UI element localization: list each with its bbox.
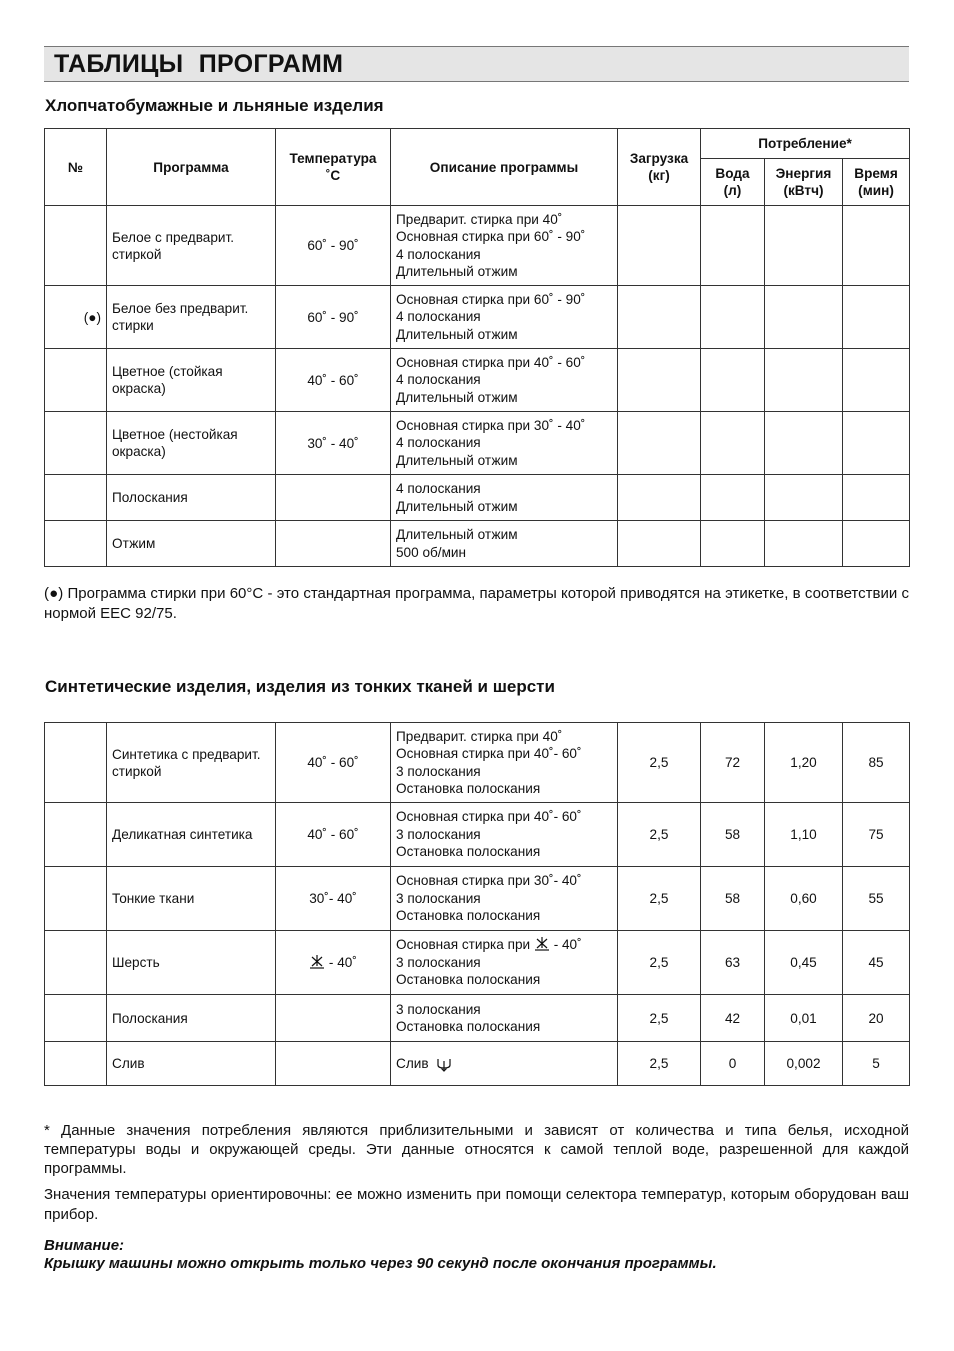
row-water: 0 xyxy=(701,1042,765,1086)
table-row xyxy=(45,286,910,349)
row-energy xyxy=(765,412,843,475)
row-program-name: Деликатная синтетика xyxy=(107,803,276,867)
row-time xyxy=(843,286,910,349)
row-load: 2,5 xyxy=(618,931,701,995)
row-energy xyxy=(765,521,843,567)
row-num: (●) xyxy=(45,286,107,349)
row-time: 20 xyxy=(843,995,910,1042)
row-program-name: Синтетика с предварит. стиркой xyxy=(107,723,276,803)
row-num xyxy=(45,521,107,567)
row-time xyxy=(843,412,910,475)
row-energy xyxy=(765,286,843,349)
table-row xyxy=(45,931,910,995)
row-water: 42 xyxy=(701,995,765,1042)
row-temperature xyxy=(276,995,391,1042)
row-load: 2,5 xyxy=(618,995,701,1042)
row-description: Предварит. стирка при 40˚ Основная стирка при 40˚- 60˚ 3 полоскания Остановка полоскания xyxy=(391,723,618,803)
row-time: 45 xyxy=(843,931,910,995)
table-row xyxy=(45,803,910,867)
row-time xyxy=(843,475,910,521)
table-row xyxy=(45,475,910,521)
row-time: 75 xyxy=(843,803,910,867)
row-description: Основная стирка при 60˚ - 90˚ 4 полоскания Длительный отжим xyxy=(391,286,618,349)
synthetic-program-table xyxy=(44,722,910,1086)
row-time xyxy=(843,349,910,412)
row-temperature: 30˚- 40˚ xyxy=(276,867,391,931)
row-water xyxy=(701,349,765,412)
row-water: 72 xyxy=(701,723,765,803)
row-energy: 1,10 xyxy=(765,803,843,867)
row-description: Основная стирка при - 40˚ 3 полоскания Остановка полоскания xyxy=(391,931,618,995)
header-num: № xyxy=(45,129,107,206)
row-temperature xyxy=(276,521,391,567)
table-row xyxy=(45,349,910,412)
row-energy xyxy=(765,475,843,521)
row-load xyxy=(618,412,701,475)
row-load: 2,5 xyxy=(618,723,701,803)
row-temperature xyxy=(276,1042,391,1086)
header-temperature: Температура ˚C xyxy=(276,129,391,206)
warning-text: Крышку машины можно открыть только через 90 секунд после окончания программы. xyxy=(44,1255,717,1272)
row-program-name: Отжим xyxy=(107,521,276,567)
row-num xyxy=(45,723,107,803)
row-description: Слив xyxy=(391,1042,618,1086)
row-time: 5 xyxy=(843,1042,910,1086)
row-description: Предварит. стирка при 40˚ Основная стирка при 60˚ - 90˚ 4 полоскания Длительный отжим xyxy=(391,206,618,286)
cotton-section-title: Хлопчатобумажные и льняные изделия xyxy=(45,96,384,115)
row-num xyxy=(45,412,107,475)
row-temperature: 60˚ - 90˚ xyxy=(276,286,391,349)
header-time: Время (мин) xyxy=(843,159,910,206)
row-num xyxy=(45,475,107,521)
row-program-name: Цветное (стойкая окраска) xyxy=(107,349,276,412)
cold-wash-icon xyxy=(534,937,550,951)
row-energy: 0,01 xyxy=(765,995,843,1042)
row-load xyxy=(618,349,701,412)
row-program-name: Белое с предварит. стиркой xyxy=(107,206,276,286)
row-water xyxy=(701,521,765,567)
row-energy: 0,45 xyxy=(765,931,843,995)
header-description: Описание программы xyxy=(391,129,618,206)
row-description: Основная стирка при 40˚- 60˚ 3 полоскания Остановка полоскания xyxy=(391,803,618,867)
row-num xyxy=(45,349,107,412)
row-temperature: 60˚ - 90˚ xyxy=(276,206,391,286)
header-program: Программа xyxy=(107,129,276,206)
standard-program-note: (●) Программа стирки при 60°C - это стандартная программа, параметры которой приводятся на этикетке, в соответствии с нормой EEC 92/75. xyxy=(44,585,909,622)
row-program-name: Белое без предварит. стирки xyxy=(107,286,276,349)
row-time xyxy=(843,521,910,567)
drain-icon xyxy=(436,1057,452,1072)
row-energy xyxy=(765,349,843,412)
row-water: 58 xyxy=(701,867,765,931)
row-water xyxy=(701,412,765,475)
row-load: 2,5 xyxy=(618,1042,701,1086)
row-temperature: 40˚ - 60˚ xyxy=(276,803,391,867)
row-description: 4 полоскания Длительный отжим xyxy=(391,475,618,521)
row-water xyxy=(701,206,765,286)
row-load: 2,5 xyxy=(618,803,701,867)
row-description: Основная стирка при 30˚- 40˚ 3 полоскания Остановка полоскания xyxy=(391,867,618,931)
header-consumption: Потребление* xyxy=(701,129,910,159)
row-water: 63 xyxy=(701,931,765,995)
row-load xyxy=(618,206,701,286)
row-load: 2,5 xyxy=(618,867,701,931)
table-row xyxy=(45,1042,910,1086)
row-description: Длительный отжим 500 об/мин xyxy=(391,521,618,567)
row-description: Основная стирка при 40˚ - 60˚ 4 полоскания Длительный отжим xyxy=(391,349,618,412)
row-energy: 0,60 xyxy=(765,867,843,931)
row-energy: 1,20 xyxy=(765,723,843,803)
header-water: Вода (л) xyxy=(701,159,765,206)
consumption-footnote: * Данные значения потребления являются приблизительными и зависят от количества и типа белья, исходной температуры воды и окружающей среды. Эти данные относятся к самой теплой воде, разрешенной для каждой программы. xyxy=(44,1122,909,1177)
row-time xyxy=(843,206,910,286)
header-load: Загрузка (кг) xyxy=(618,129,701,206)
row-load xyxy=(618,521,701,567)
row-num xyxy=(45,1042,107,1086)
table-row xyxy=(45,723,910,803)
row-program-name: Шерсть xyxy=(107,931,276,995)
row-time: 55 xyxy=(843,867,910,931)
row-num xyxy=(45,867,107,931)
page-title-text: ТАБЛИЦЫ ПРОГРАММ xyxy=(54,50,344,78)
row-program-name: Полоскания xyxy=(107,995,276,1042)
row-energy: 0,002 xyxy=(765,1042,843,1086)
row-energy xyxy=(765,206,843,286)
warning-title: Внимание: xyxy=(44,1237,125,1254)
table-row xyxy=(45,867,910,931)
row-description: Основная стирка при 30˚ - 40˚ 4 полоскания Длительный отжим xyxy=(391,412,618,475)
row-num xyxy=(45,206,107,286)
cotton-program-table xyxy=(44,128,910,567)
row-num xyxy=(45,995,107,1042)
row-temperature xyxy=(276,475,391,521)
row-temperature: 30˚ - 40˚ xyxy=(276,412,391,475)
row-water xyxy=(701,475,765,521)
row-water xyxy=(701,286,765,349)
row-program-name: Слив xyxy=(107,1042,276,1086)
row-temperature: 40˚ - 60˚ xyxy=(276,349,391,412)
row-description: 3 полоскания Остановка полоскания xyxy=(391,995,618,1042)
row-num xyxy=(45,931,107,995)
row-program-name: Полоскания xyxy=(107,475,276,521)
table-row xyxy=(45,412,910,475)
table-row xyxy=(45,995,910,1042)
cold-wash-icon xyxy=(309,955,325,969)
row-num xyxy=(45,803,107,867)
table-row xyxy=(45,206,910,286)
row-temperature: - 40˚ xyxy=(276,931,391,995)
row-temperature: 40˚ - 60˚ xyxy=(276,723,391,803)
row-program-name: Тонкие ткани xyxy=(107,867,276,931)
synthetic-section-title: Синтетические изделия, изделия из тонких тканей и шерсти xyxy=(45,677,555,696)
row-load xyxy=(618,286,701,349)
header-energy: Энергия (кВтч) xyxy=(765,159,843,206)
row-load xyxy=(618,475,701,521)
row-time: 85 xyxy=(843,723,910,803)
row-program-name: Цветное (нестойкая окраска) xyxy=(107,412,276,475)
page-title xyxy=(44,46,909,82)
row-water: 58 xyxy=(701,803,765,867)
temperature-footnote: Значения температуры ориентировочны: ее можно изменить при помощи селектора температур, которым оборудован ваш прибор. xyxy=(44,1186,909,1223)
table-row xyxy=(45,521,910,567)
